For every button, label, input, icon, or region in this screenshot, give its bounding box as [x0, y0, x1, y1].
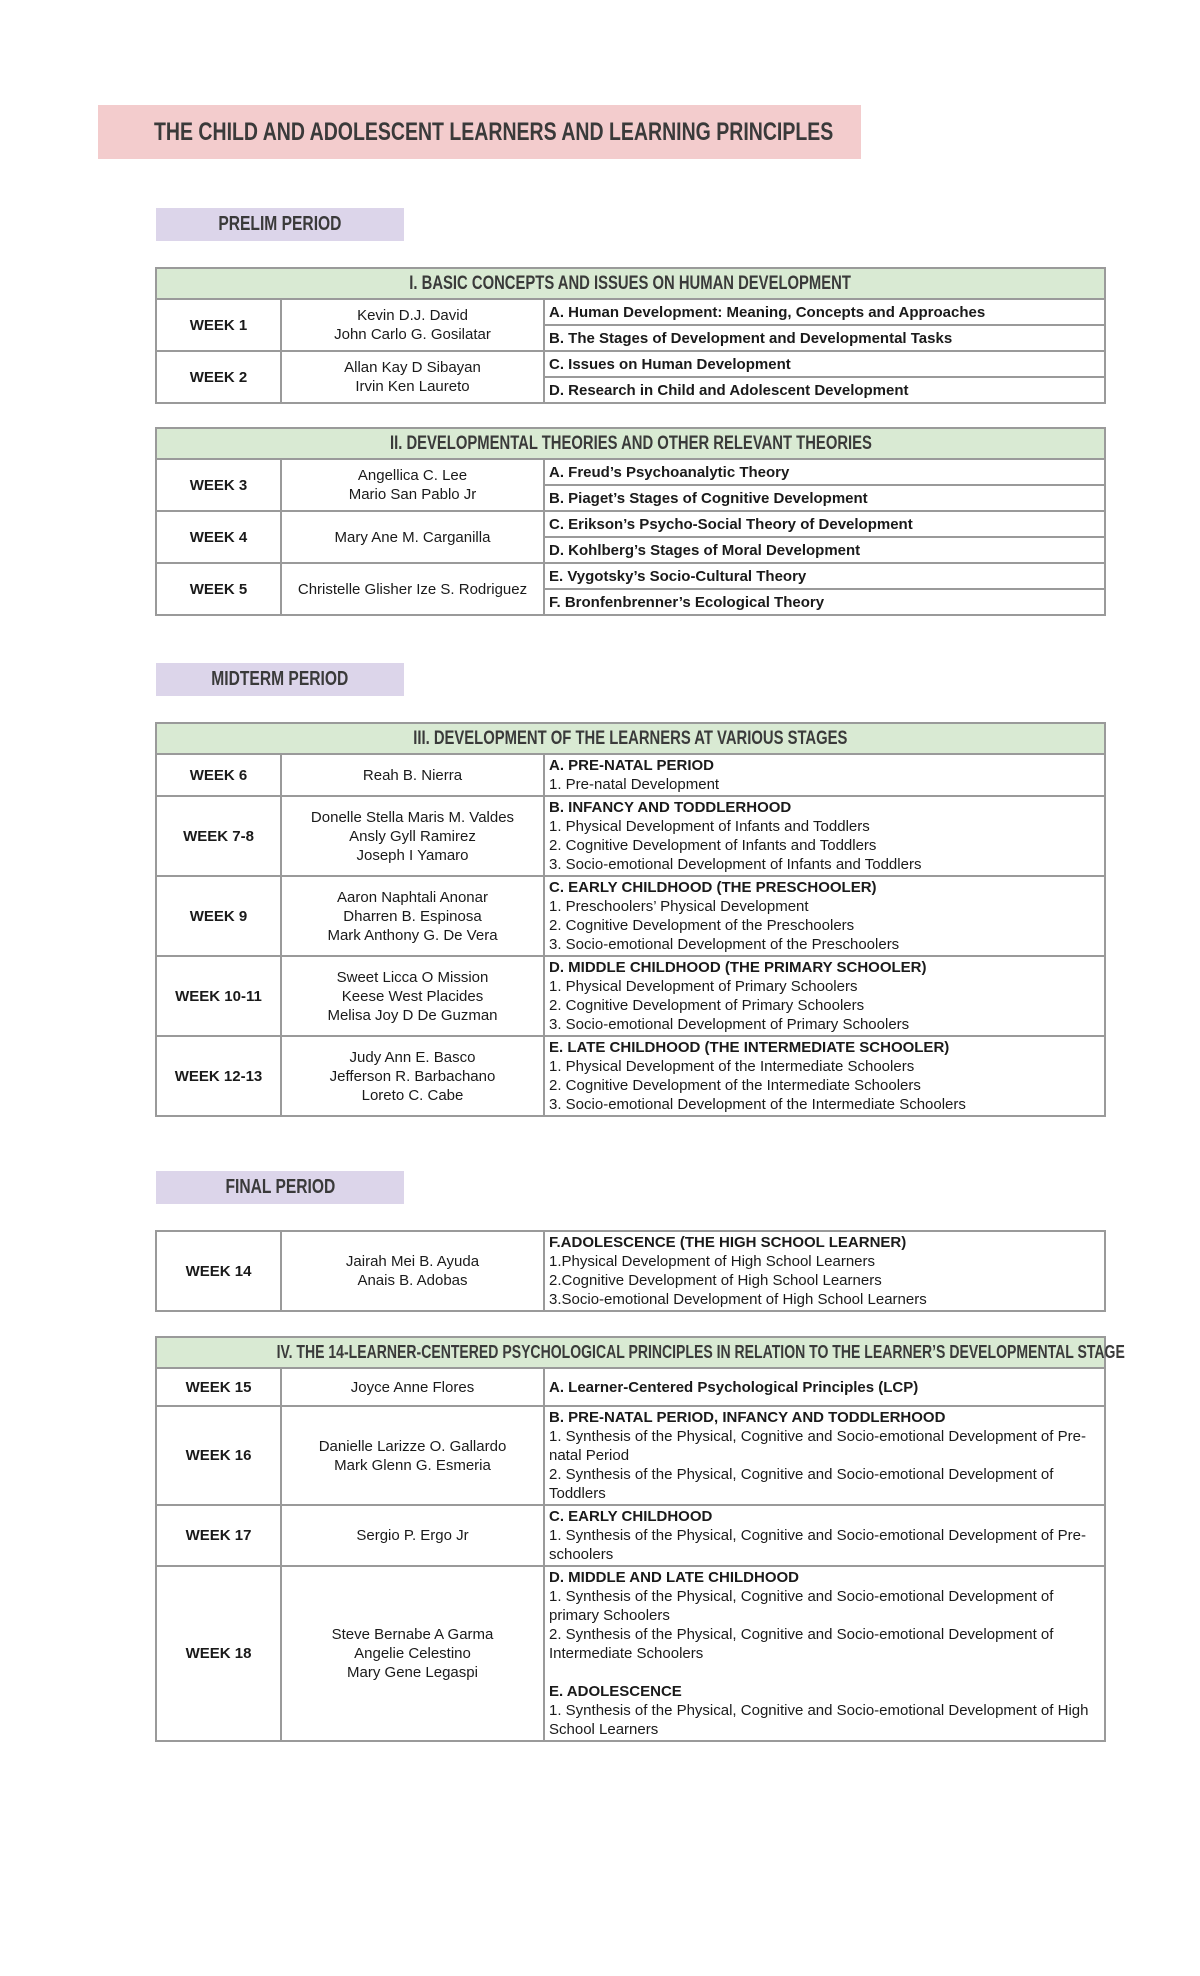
- table-row: [156, 1505, 1105, 1566]
- topic-cell: D. Kohlberg’s Stages of Moral Development: [544, 537, 1105, 563]
- section-2-table: [155, 427, 1106, 616]
- reporter-cell: Jairah Mei B. Ayuda Anais B. Adobas: [281, 1231, 544, 1311]
- table-row: [156, 956, 1105, 1036]
- week-cell: WEEK 15: [156, 1368, 281, 1406]
- table-row: [156, 876, 1105, 956]
- week-cell: WEEK 1: [156, 299, 281, 351]
- document-title-banner: [98, 105, 861, 159]
- reporter-cell: Joyce Anne Flores: [281, 1368, 544, 1406]
- section-heading: II. DEVELOPMENTAL THEORIES AND OTHER RELEVANT THEORIES: [156, 428, 1105, 459]
- topic-cell: D. Research in Child and Adolescent Development: [544, 377, 1105, 403]
- topic-cell: A. Freud’s Psychoanalytic Theory: [544, 459, 1105, 485]
- table-row: [156, 511, 1105, 537]
- table-row: [156, 459, 1105, 485]
- reporter-cell: Danielle Larizze O. Gallardo Mark Glenn G. Esmeria: [281, 1406, 544, 1505]
- table-row: [156, 796, 1105, 876]
- week-cell: WEEK 10-11: [156, 956, 281, 1036]
- prelim-period-label: PRELIM PERIOD: [156, 208, 404, 241]
- final-period-label: FINAL PERIOD: [156, 1171, 404, 1204]
- topic-cell: A. Human Development: Meaning, Concepts and Approaches: [544, 299, 1105, 325]
- week-cell: WEEK 2: [156, 351, 281, 403]
- week-cell: WEEK 12-13: [156, 1036, 281, 1116]
- table-row: [156, 1406, 1105, 1505]
- topic-cell: D. MIDDLE AND LATE CHILDHOOD 1. Synthesis of the Physical, Cognitive and Socio-emotional Development of primary Schoolers 2. Synthesis of the Physical, Cognitive and Socio-emotional Development of Intermediate Schoolers E. ADOLESCENCE 1. Synthesis of the Physical, Cognitive and Socio-emotional Development of High School Learners: [544, 1566, 1105, 1741]
- topic-cell: A. Learner-Centered Psychological Principles (LCP): [544, 1368, 1105, 1406]
- table-row: [156, 351, 1105, 377]
- reporter-cell: Sergio P. Ergo Jr: [281, 1505, 544, 1566]
- reporter-cell: Steve Bernabe A Garma Angelie Celestino Mary Gene Legaspi: [281, 1566, 544, 1741]
- topic-cell: A. PRE-NATAL PERIOD 1. Pre-natal Development: [544, 754, 1105, 796]
- table-row: [156, 299, 1105, 325]
- table-row: [156, 1231, 1105, 1311]
- topic-cell: B. Piaget’s Stages of Cognitive Development: [544, 485, 1105, 511]
- week-cell: WEEK 6: [156, 754, 281, 796]
- reporter-cell: Reah B. Nierra: [281, 754, 544, 796]
- week-cell: WEEK 7-8: [156, 796, 281, 876]
- table-row: [156, 1566, 1105, 1741]
- section-1-table: [155, 267, 1106, 404]
- topic-cell: B. The Stages of Development and Developmental Tasks: [544, 325, 1105, 351]
- section-4-table: [155, 1336, 1125, 1742]
- reporter-cell: Donelle Stella Maris M. Valdes Ansly Gyll Ramirez Joseph I Yamaro: [281, 796, 544, 876]
- week-cell: WEEK 9: [156, 876, 281, 956]
- reporter-cell: Allan Kay D Sibayan Irvin Ken Laureto: [281, 351, 544, 403]
- reporter-cell: Sweet Licca O Mission Keese West Placides Melisa Joy D De Guzman: [281, 956, 544, 1036]
- reporter-cell: Judy Ann E. Basco Jefferson R. Barbachano Loreto C. Cabe: [281, 1036, 544, 1116]
- topic-cell: D. MIDDLE CHILDHOOD (THE PRIMARY SCHOOLER) 1. Physical Development of Primary Schoolers 2. Cognitive Development of Primary Schoolers 3. Socio-emotional Development of Primary Schoolers: [544, 956, 1105, 1036]
- week-cell: WEEK 18: [156, 1566, 281, 1741]
- reporter-cell: Mary Ane M. Carganilla: [281, 511, 544, 563]
- table-row: [156, 754, 1105, 796]
- week-cell: WEEK 17: [156, 1505, 281, 1566]
- table-row: [156, 1368, 1105, 1406]
- topic-cell: C. Erikson’s Psycho-Social Theory of Development: [544, 511, 1105, 537]
- reporter-cell: Angellica C. Lee Mario San Pablo Jr: [281, 459, 544, 511]
- week-cell: WEEK 14: [156, 1231, 281, 1311]
- document-title: THE CHILD AND ADOLESCENT LEARNERS AND LEARNING PRINCIPLES: [154, 117, 834, 146]
- topic-cell: B. PRE-NATAL PERIOD, INFANCY AND TODDLERHOOD 1. Synthesis of the Physical, Cognitive and Socio-emotional Development of Pre-natal Period 2. Synthesis of the Physical, Cognitive and Socio-emotional Development of Toddlers: [544, 1406, 1105, 1505]
- week-cell: WEEK 4: [156, 511, 281, 563]
- reporter-cell: Kevin D.J. David John Carlo G. Gosilatar: [281, 299, 544, 351]
- section-heading: I. BASIC CONCEPTS AND ISSUES ON HUMAN DEVELOPMENT: [156, 268, 1105, 299]
- week-cell: WEEK 3: [156, 459, 281, 511]
- topic-cell: F.ADOLESCENCE (THE HIGH SCHOOL LEARNER) 1.Physical Development of High School Learners 2.Cognitive Development of High School Learners 3.Socio-emotional Development of High School Learners: [544, 1231, 1105, 1311]
- reporter-cell: Aaron Naphtali Anonar Dharren B. Espinosa Mark Anthony G. De Vera: [281, 876, 544, 956]
- week-cell: WEEK 16: [156, 1406, 281, 1505]
- topic-cell: C. EARLY CHILDHOOD (THE PRESCHOOLER) 1. Preschoolers’ Physical Development 2. Cognitive Development of the Preschoolers 3. Socio-emotional Development of the Preschoolers: [544, 876, 1105, 956]
- reporter-cell: Christelle Glisher Ize S. Rodriguez: [281, 563, 544, 615]
- section-3-table: [155, 722, 1106, 1117]
- topic-cell: E. LATE CHILDHOOD (THE INTERMEDIATE SCHOOLER) 1. Physical Development of the Intermediate Schoolers 2. Cognitive Development of the Intermediate Schoolers 3. Socio-emotional Development of the Intermediate Schoolers: [544, 1036, 1105, 1116]
- section-heading: IV. THE 14-LEARNER-CENTERED PSYCHOLOGICAL PRINCIPLES IN RELATION TO THE LEARNER’S DEVELOPMENTAL STAGE: [156, 1337, 1105, 1368]
- section-heading: III. DEVELOPMENT OF THE LEARNERS AT VARIOUS STAGES: [156, 723, 1105, 754]
- week-cell: WEEK 5: [156, 563, 281, 615]
- final-week-table: [155, 1230, 1106, 1312]
- topic-cell: C. Issues on Human Development: [544, 351, 1105, 377]
- topic-cell: E. Vygotsky’s Socio-Cultural Theory: [544, 563, 1105, 589]
- topic-cell: C. EARLY CHILDHOOD 1. Synthesis of the Physical, Cognitive and Socio-emotional Development of Pre-schoolers: [544, 1505, 1105, 1566]
- table-row: [156, 563, 1105, 589]
- topic-cell: B. INFANCY AND TODDLERHOOD 1. Physical Development of Infants and Toddlers 2. Cognitive Development of Infants and Toddlers 3. Socio-emotional Development of Infants and Toddlers: [544, 796, 1105, 876]
- topic-cell: F. Bronfenbrenner’s Ecological Theory: [544, 589, 1105, 615]
- table-row: [156, 1036, 1105, 1116]
- midterm-period-label: MIDTERM PERIOD: [156, 663, 404, 696]
